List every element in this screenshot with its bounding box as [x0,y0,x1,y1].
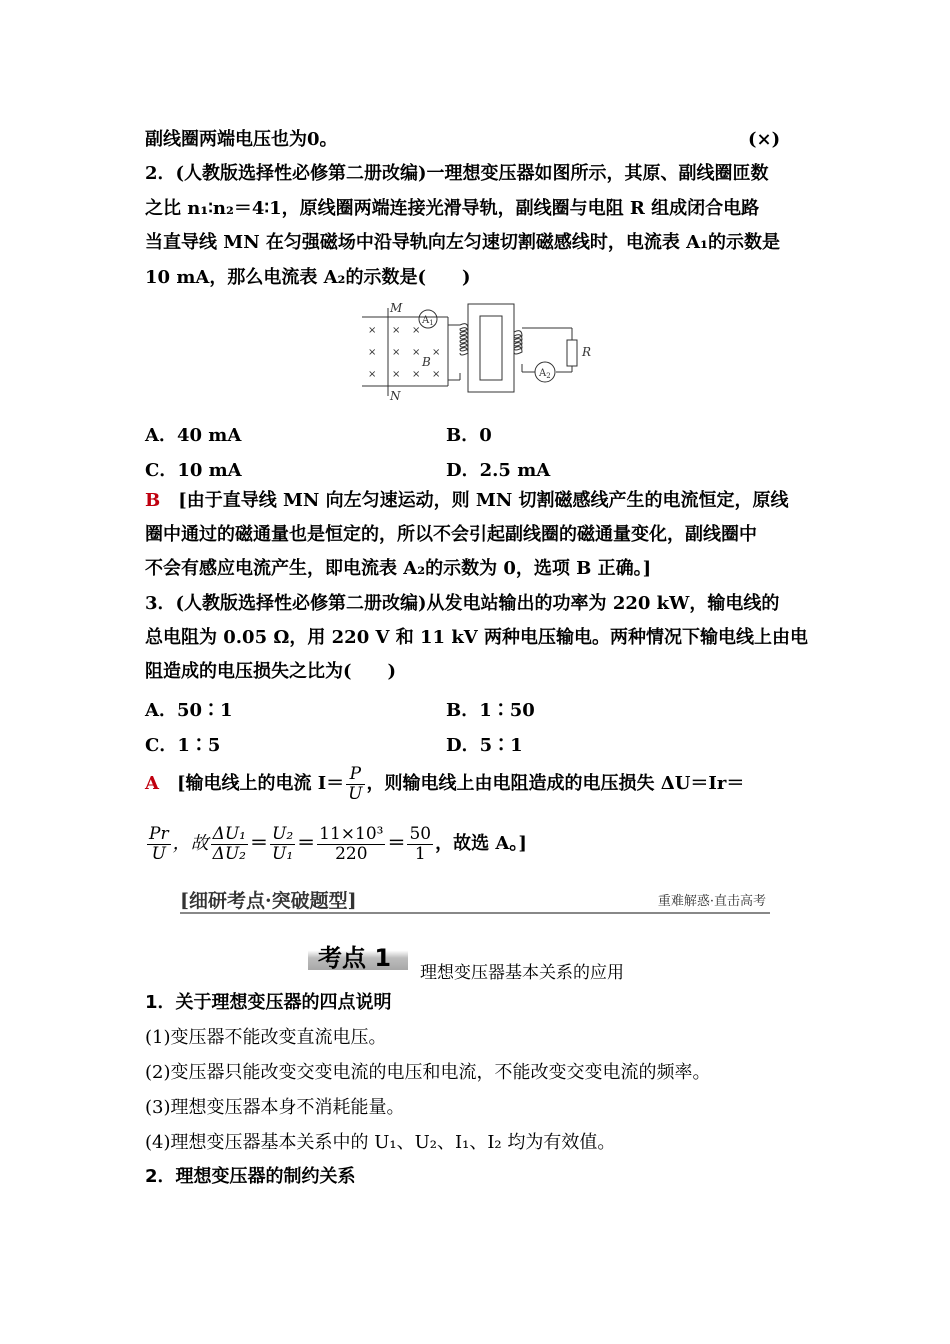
svg-text:×: × [368,369,377,380]
q2-option-d: D．2.5 mA [446,460,551,481]
q3-answer-line-2: $\frac{Pr}{U}$ ，故 $\frac{\text{ΔU₁}}{\text{ΔU₂}}$ ＝ $\frac{\text{U₂}}{\text{U₁}}$ ＝ $\frac{\text{11×10³}}{220}$ ＝ $\frac{50}{1}$ ，故选 A。] [149,823,527,864]
question-3-line-1: 3．(人教版选择性必修第二册改编)从发电站输出的功率为 220 kW，输电线的 [145,593,780,614]
question-3-line-2: 总电阻为 0.05 Ω，用 220 V 和 11 kV 两种电压输电。两种情况下输电线上由电 [145,627,809,648]
label-b: B [422,355,431,369]
magnetic-field-crosses [368,325,440,380]
text-line: 副线圈两端电压也为0。 [145,129,338,150]
section-1-heading: 1．关于理想变压器的四点说明 [145,992,392,1013]
svg-text:×: × [368,325,377,336]
svg-text:×: × [392,369,401,380]
svg-text:×: × [412,347,421,358]
svg-text:×: × [392,325,401,336]
banner-subtitle: 重难解惑·直击高考 [657,894,766,909]
svg-text:×: × [432,347,441,358]
svg-text:×: × [392,347,401,358]
q2-answer-line-3: 不会有感应电流产生，即电流表 A₂的示数为 0，选项 B 正确。] [145,558,652,579]
svg-text:×: × [432,369,441,380]
q3-option-d: D．5∶1 [446,735,523,756]
question-2-line-2: 之比 n₁∶n₂＝4∶1，原线圈两端连接光滑导轨，副线圈与电阻 R 组成闭合电路 [145,198,760,219]
svg-text:×: × [412,369,421,380]
q2-option-b: B．0 [446,425,492,446]
banner-title: [细研考点·突破题型] [180,890,357,912]
question-3-line-3: 阻造成的电压损失之比为( ) [145,661,397,682]
ammeter-a2: $A_2$ [539,368,551,380]
ammeter-a1: $A_1$ [422,315,434,327]
q3-option-a: A．50∶1 [145,700,233,721]
kaodian-title: 理想变压器基本关系的应用 [420,963,624,983]
question-2-line-3: 当直导线 MN 在匀强磁场中沿导轨向左匀速切割磁感线时，电流表 A₁的示数是 [145,232,781,253]
q2-answer-line-2: 圈中通过的磁通量也是恒定的，所以不会引起副线圈的磁通量变化，副线圈中 [145,524,757,545]
q3-answer-line-1: A [输电线上的电流 I＝ $\frac{P}{U}$ ，则输电线上由电阻造成的电压损失 ΔU＝Ir＝ [145,763,745,804]
q2-option-c: C．10 mA [145,460,242,481]
kaodian-tag: 考点 1 [318,944,392,972]
section-1-point-3: (3)理想变压器本身不消耗能量。 [145,1097,405,1118]
question-2-line-1: 2．(人教版选择性必修第二册改编)一理想变压器如图所示，其原、副线圈匝数 [145,163,769,184]
q2-option-a: A．40 mA [145,425,242,446]
svg-text:×: × [412,325,421,336]
question-2-line-4: 10 mA，那么电流表 A₂的示数是( ) [145,267,471,288]
q2-answer-line-1: B [由于直导线 MN 向左匀速运动，则 MN 切割磁感线产生的电流恒定，原线 [145,490,789,511]
section-1-point-4: (4)理想变压器基本关系中的 U₁、U₂、I₁、I₂ 均为有效值。 [145,1132,616,1153]
section-1-point-2: (2)变压器只能改变交变电流的电压和电流，不能改变交变电流的频率。 [145,1062,711,1083]
q3-option-c: C．1∶5 [145,735,221,756]
label-n: N [390,389,401,403]
q3-option-b: B．1∶50 [446,700,535,721]
label-r: R [582,345,592,359]
judgement-mark: (×) [748,129,781,150]
section-banner [180,884,770,914]
section-2-heading: 2．理想变压器的制约关系 [145,1166,356,1187]
section-1-point-1: (1)变压器不能改变直流电压。 [145,1027,387,1048]
transformer-figure [362,300,602,405]
label-m: M [390,301,403,315]
svg-text:×: × [368,347,377,358]
